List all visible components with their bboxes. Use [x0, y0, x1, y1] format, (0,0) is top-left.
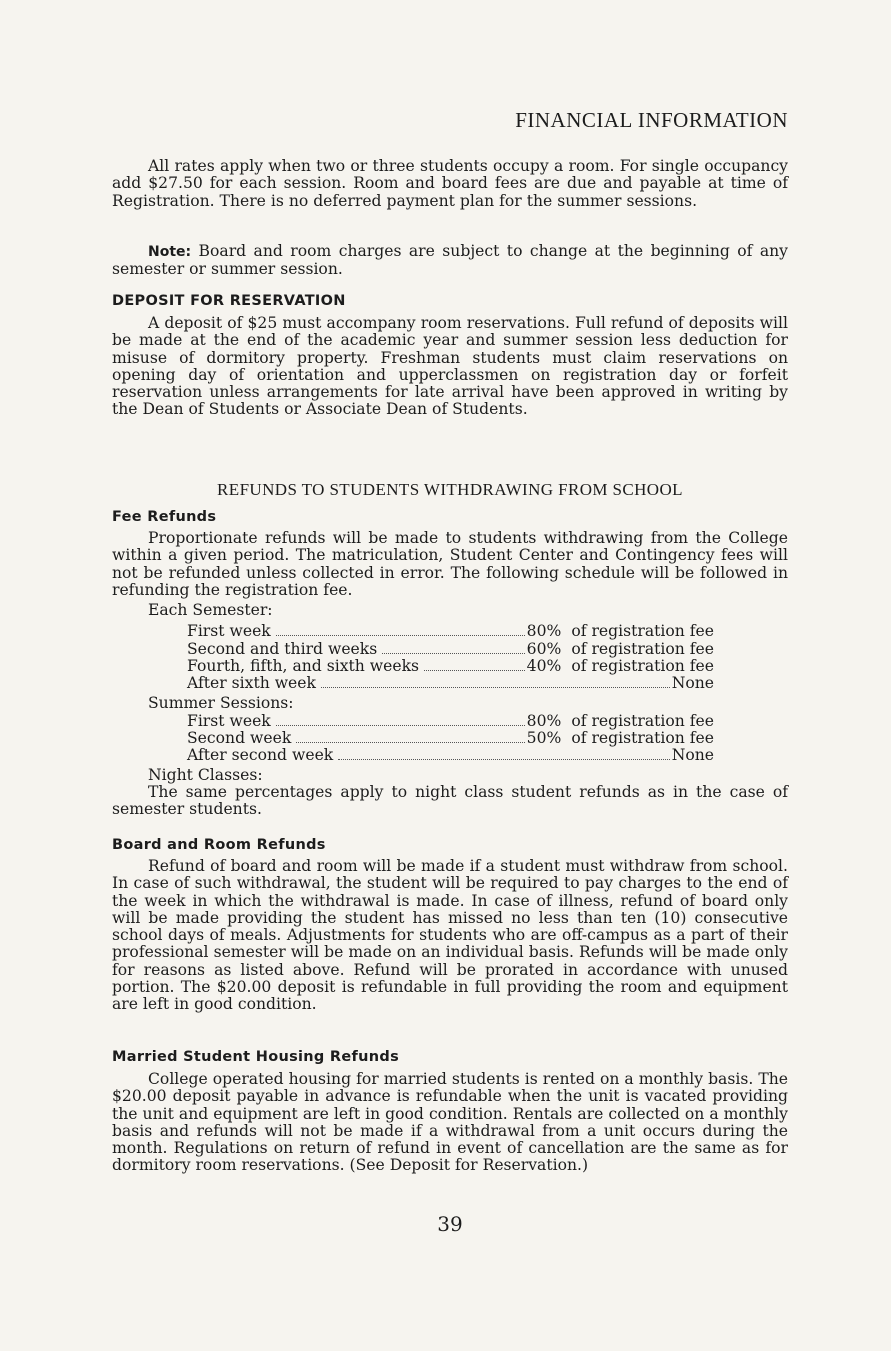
deposit-text: A deposit of $25 must accompany room reservations. Full refund of deposits will be made at the end of the academic year and summer session less deduction for misuse of dormitory property. Freshman students must claim reservations on opening day of orientation and upperclassmen on registration day or forfeit reservation unless arrangements for late arrival have been approved in writing by the Dean of Students or Associate Dean of Students. [112, 314, 788, 419]
refund-desc: of registration fee [571, 657, 714, 675]
board-room-text: Refund of board and room will be made if a student must withdraw from school. In case of such withdrawal, the student will be required to pay charges to the end of the week in which the withdrawal is made. In case of illness, refund of board only will be made providing the student has missed no less than ten (10) consecutive school days of meals. Adjustments for students who are off-campus as a part of their professional semester will be made on an individual basis. Refunds will be made only for reasons as listed above. Refund will be prorated in accordance with unused portion. The $20.00 deposit is refundable in full providing the room and equipment are left in good condition. [112, 857, 788, 1014]
dot-leader [338, 759, 669, 760]
refund-desc: of registration fee [571, 640, 714, 658]
married-housing-paragraph [112, 1071, 788, 1175]
board-room-heading: Board and Room Refunds [112, 837, 326, 853]
intro-text: All rates apply when two or three students occupy a room. For single occupancy add $27.50 for each session. Room and board fees are due and payable at time of Registration. There is no deferred payment plan for the summer sessions. [112, 157, 788, 210]
period-name: First week [187, 622, 271, 640]
refund-percent: 60% [526, 640, 562, 658]
dot-leader [276, 635, 525, 636]
refund-percent: 50% [526, 729, 562, 747]
schedule-row [187, 657, 714, 674]
board-room-paragraph [112, 858, 788, 1014]
page-number: 39 [437, 1212, 463, 1236]
period-name: After sixth week [187, 674, 316, 692]
dot-leader [296, 742, 524, 743]
fee-refunds-heading: Fee Refunds [112, 509, 217, 525]
semester-label: Each Semester: [148, 601, 273, 619]
period-name: Second week [187, 729, 292, 747]
schedule-row [187, 712, 714, 729]
note-label: Note: [148, 244, 192, 260]
period-name: Fourth, fifth, and sixth weeks [187, 657, 420, 675]
note-text: Board and room charges are subject to change at the beginning of any semester or summer session. [112, 242, 788, 279]
schedule-row [187, 729, 714, 746]
refund-percent: 80% [526, 712, 562, 730]
summer-label: Summer Sessions: [148, 694, 294, 712]
married-housing-text: College operated housing for married students is rented on a monthly basis. The $20.00 deposit payable in advance is refundable when the unit is vacated providing the unit and equipment are left in good condition. Rentals are collected on a monthly basis and refunds will not be made if a withdrawal from a unit occurs during the month. Regulations on return of refund in event of cancellation are the same as for dormitory room reservations. (See Deposit for Reservation.) [112, 1070, 788, 1175]
running-head: FINANCIAL INFORMATION [515, 108, 788, 132]
intro-paragraph [112, 158, 788, 210]
deposit-heading: DEPOSIT FOR RESERVATION [112, 293, 346, 309]
married-housing-heading: Married Student Housing Refunds [112, 1049, 399, 1065]
refund-desc: of registration fee [571, 622, 714, 640]
night-classes-paragraph [112, 784, 788, 819]
refund-percent: None [671, 746, 714, 764]
refund-percent: 80% [526, 622, 562, 640]
schedule-row [187, 746, 714, 763]
deposit-paragraph [112, 315, 788, 419]
schedule-row [187, 674, 714, 691]
fee-refunds-paragraph [112, 530, 788, 599]
dot-leader [321, 687, 670, 688]
night-classes-text: The same percentages apply to night class student refunds as in the case of semester students. [112, 783, 788, 819]
dot-leader [276, 725, 525, 726]
refund-percent: None [671, 674, 714, 692]
night-classes-label: Night Classes: [148, 766, 263, 784]
refunds-heading: REFUNDS TO STUDENTS WITHDRAWING FROM SCHOOL [217, 480, 683, 499]
refund-desc: of registration fee [571, 712, 714, 730]
period-name: First week [187, 712, 271, 730]
refund-percent: 40% [526, 657, 562, 675]
fee-refunds-text: Proportionate refunds will be made to students withdrawing from the College within a given period. The matriculation, Student Center and Contingency fees will not be refunded unless collected in error. The following schedule will be followed in refunding the registration fee. [112, 529, 788, 599]
schedule-row [187, 640, 714, 657]
schedule-row [187, 622, 714, 639]
refund-desc: of registration fee [571, 729, 714, 747]
dot-leader [424, 670, 525, 671]
period-name: Second and third weeks [187, 640, 378, 658]
note-paragraph [112, 243, 788, 279]
period-name: After second week [187, 746, 334, 764]
dot-leader [382, 653, 524, 654]
